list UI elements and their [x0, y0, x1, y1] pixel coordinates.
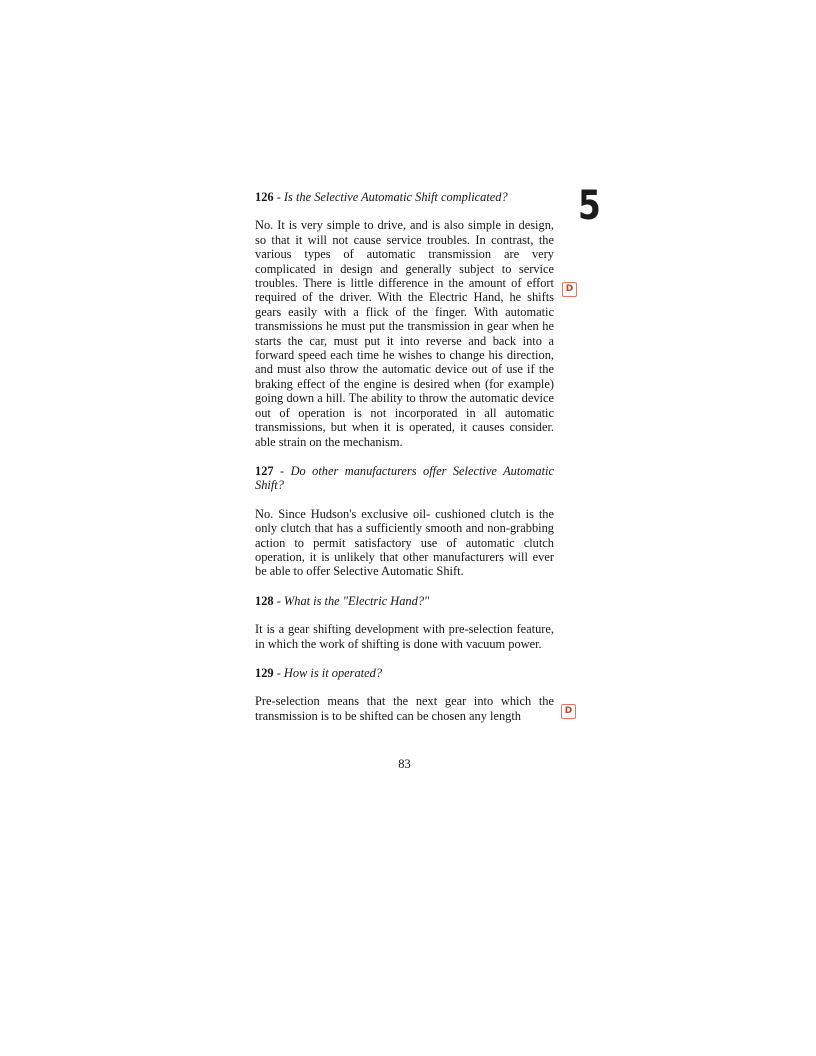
qa-separator: -	[273, 463, 291, 478]
qa-question-text: What is the "Electric Hand?"	[283, 593, 430, 608]
qa-separator: -	[273, 190, 284, 204]
annotation-marker-d-1[interactable]: D	[562, 282, 577, 297]
qa-separator: -	[273, 593, 284, 608]
annotation-marker-d-2[interactable]: D	[561, 704, 576, 719]
qa-number: 127	[255, 463, 274, 478]
qa-question-text: How is it operated?	[283, 665, 383, 680]
qa-question-text: Is the Selective Automatic Shift complicated?	[283, 190, 508, 204]
qa-number: 128	[255, 593, 274, 608]
chapter-numeral: 5	[578, 183, 601, 229]
qa-question-128	[255, 594, 554, 608]
qa-number: 129	[255, 665, 274, 680]
text-column	[255, 190, 554, 738]
qa-separator: -	[273, 665, 284, 680]
qa-answer-126: No. It is very simple to drive, and is also simple in design, so that it will not cause service troubles. In contrast, the various types of automatic transmission are very complicated in design and generally subject to service troubles. There is little difference in the amount of effort required of the driver. With the Electric Hand, he shifts gears easily with a flick of the finger. With automatic transmissions he must put the transmission in gear when he starts the car, must put it into reverse and back into a forward speed each time he wishes to change his direction, and must also throw the automatic device out of use if the braking effect of the engine is desired when (for example) going down a hill. The ability to throw the automatic device out of operation is not incorporated in all automatic transmissions, but when it is operated, it causes consider. able strain on the mechanism.	[255, 218, 554, 449]
qa-answer-128: It is a gear shifting development with pre-selection feature, in which the work of shifting is done with vacuum power.	[255, 622, 554, 651]
qa-answer-129: Pre-selection means that the next gear into which the transmission is to be shifted can be chosen any length	[255, 694, 554, 723]
qa-question-129	[255, 666, 554, 680]
qa-question-126	[255, 190, 554, 204]
qa-question-text: Do other manufacturers offer Selective Automatic Shift?	[255, 463, 554, 493]
qa-answer-127: No. Since Hudson's exclusive oil- cushioned clutch is the only clutch that has a sufficiently smooth and non-grabbing action to permit satisfactory use of automatic clutch operation, it is unlikely that other manufacturers will ever be able to offer Selective Automatic Shift.	[255, 506, 554, 579]
qa-number: 126	[255, 190, 274, 204]
page-number: 83	[398, 757, 411, 771]
qa-question-127	[255, 464, 554, 493]
